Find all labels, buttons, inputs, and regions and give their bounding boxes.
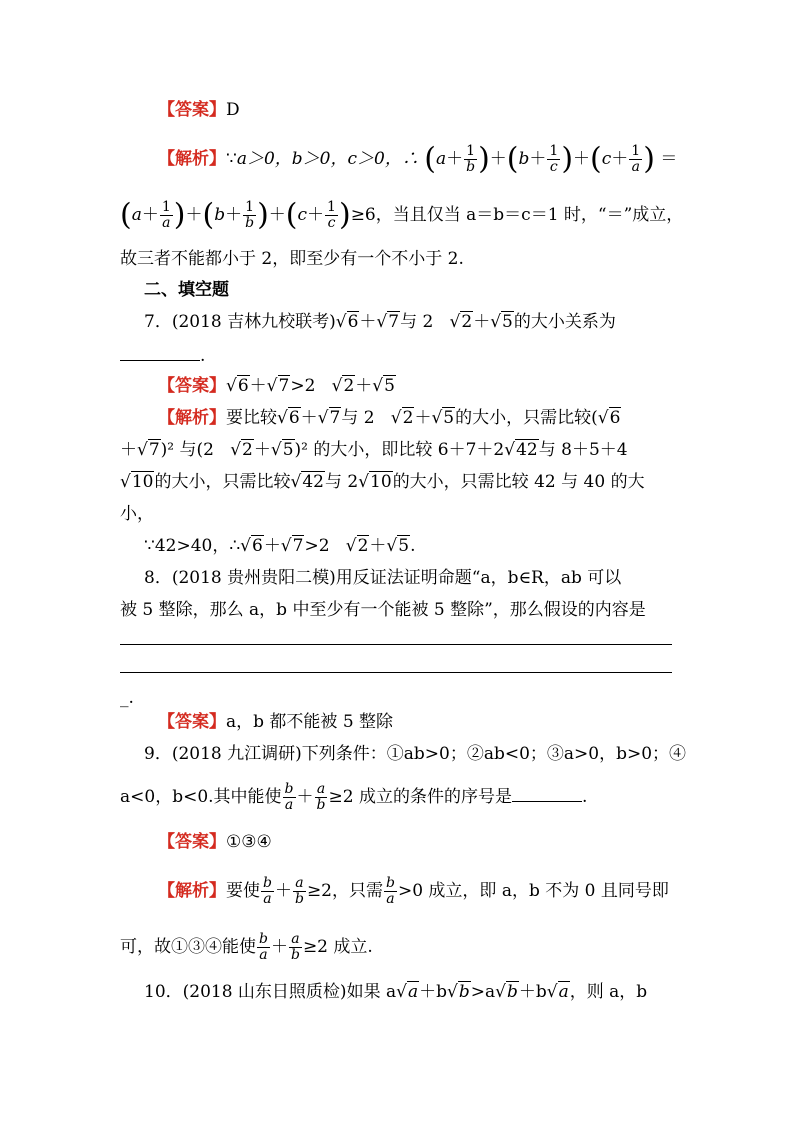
q8-stem-line-1: 8．(2018 贵州贵阳二模)用反证法证明命题“a，b∈R，ab 可以 [144,568,622,588]
q7-analysis-line-3: √10的大小，只需比较√42与 2√10的大小，只需比较 42 与 40 的大 [120,472,645,492]
q6-answer: D [226,100,240,120]
q9-analysis-line-1: 【解析】要使 $\frac{b}{a}$ ＋ $\frac{a}{b}$ ≥2，只需 $\frac{b}{a}$ >0 成立，即 a，b 不为 0 且同号即 [158,875,669,907]
q9-answer-blank[interactable] [512,785,582,802]
q6-analysis-line-3: 故三者不能都小于 2，即至少有一个不小于 2. [120,249,464,269]
q8-answer-rule-1[interactable] [120,644,672,645]
q9-answer-line: 【答案】①③④ [158,832,272,852]
q10-stem-line-1: 10．(2018 山东日照质检)如果 a√a＋b√b>a√b＋b√a，则 a，b [144,982,648,1002]
q6-analysis-line-1: 【解析】∵a＞0，b＞0，c＞0，∴ (a＋ $\frac{1}{b}$ )＋(b＋ $\frac{1}{c}$ )＋(c＋ $\frac{1}{a}$ ) ＝ [158,141,678,177]
q7-analysis-line-1: 【解析】要比较√6＋√7与 2 √2＋√5的大小，只需比较(√6 [158,408,621,428]
q7-analysis-line-4: 小， [120,504,154,524]
q7-stem-line-2: . [120,342,205,370]
q6-analysis-line-2: (a＋ $\frac{1}{a}$ )＋(b＋ $\frac{1}{b}$ )＋(c＋ $\frac{1}{c}$ )≥6，当且仅当 a＝b＝c＝1 时，“＝”成立， [120,197,684,233]
answer-tag: 【答案】 [158,100,226,120]
q9-stem-line-1: 9．(2018 九江调研)下列条件：①ab>0；②ab<0；③a>0，b>0；④ [144,744,687,764]
q8-answer-rule-2[interactable] [120,672,672,673]
q8-stem-line-2: 被 5 整除，那么 a，b 中至少有一个能被 5 整除”，那么假设的内容是 [120,600,646,620]
q9-answer: ①③④ [226,832,272,852]
q6-answer-line [158,96,240,124]
section-title: 二、填空题 [144,280,229,300]
analysis-tag: 【解析】 [158,149,226,169]
q9-stem-line-2: a<0，b<0.其中能使 $\frac{b}{a}$ ＋ $\frac{a}{b}$ ≥2 成立的条件的序号是 . [120,781,588,813]
q8-stem-line-3: _. [120,688,134,708]
q7-stem-line-1: 7．(2018 吉林九校联考)√6＋√7与 2 √2＋√5的大小关系为 [144,312,616,332]
q7-answer-line: 【答案】√6＋√7>2 √2＋√5 [158,376,395,396]
q9-analysis-line-2: 可，故①③④能使 $\frac{b}{a}$ ＋ $\frac{a}{b}$ ≥2 成立. [120,931,373,963]
q7-answer-blank[interactable] [120,344,200,361]
q7-analysis-line-2: ＋√7)² 与(2 √2＋√5)² 的大小，即比较 6＋7＋2√42与 8＋5＋4 [120,440,628,460]
q7-analysis-line-5: ∵42>40，∴√6＋√7>2 √2＋√5. [144,536,416,556]
q8-answer-line: 【答案】a，b 都不能被 5 整除 [158,712,394,732]
q8-answer: a，b 都不能被 5 整除 [226,712,394,732]
